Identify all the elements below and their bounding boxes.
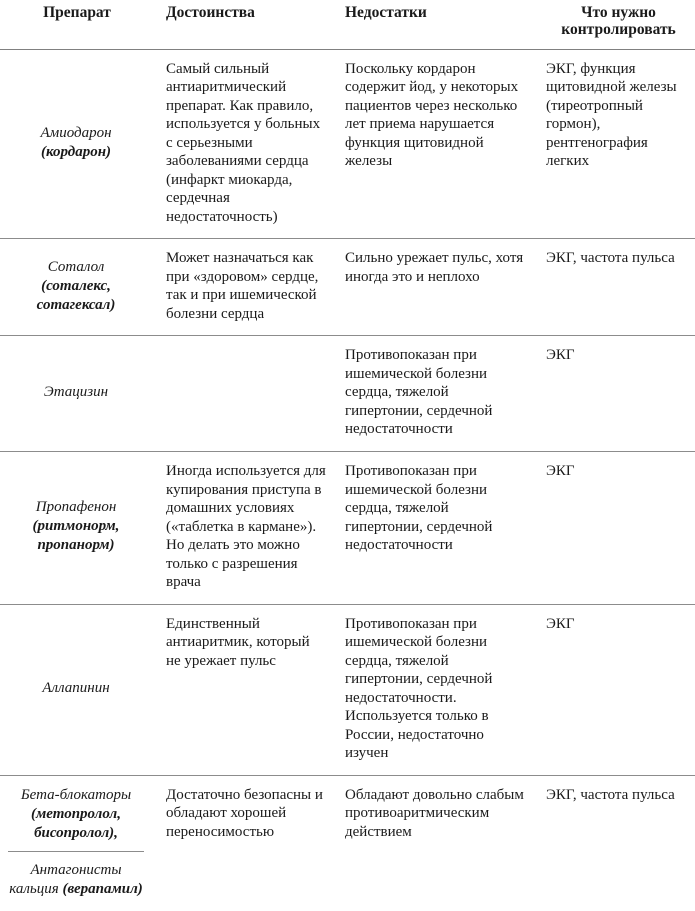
cell-cons: Противопоказан при ишемической болезни сердца, тяжелой гипертонии, сердечной недостаточности — [340, 336, 540, 452]
cell-pros: Самый сильный антиаритмический препарат. Как правило, используется у больных с серьезными заболеваниями сердца (инфаркт миокарда, сердечная недостаточность) — [152, 49, 340, 239]
cell-pros — [152, 336, 340, 452]
cell-monitor: ЭКГ — [540, 604, 695, 775]
cell-drug-name — [0, 49, 152, 239]
drug-name: Амиодарон — [40, 125, 112, 142]
cell-cons: Противопоказан при ишемической болезни сердца, тяжелой гипертонии, сердечной недостаточности. Используется только в России, недостаточно изучен — [340, 604, 540, 775]
drug-group-divider — [8, 851, 144, 852]
table-row — [0, 604, 695, 775]
cell-monitor: ЭКГ — [540, 336, 695, 452]
column-header-monitor — [540, 0, 695, 49]
cell-cons: Поскольку кордарон содержит йод, у некоторых пациентов через несколько лет приема нарушается функция щитовидной железы — [340, 49, 540, 239]
table-row — [0, 239, 695, 336]
drug-name: Бета-блокаторы — [20, 786, 132, 803]
cell-drug-name — [0, 239, 152, 336]
drug-group-top — [6, 786, 146, 843]
drug-alias: (кордарон) — [40, 144, 112, 161]
cell-pros: Достаточно безопасны и обладают хорошей переносимостью — [166, 786, 323, 840]
drug-alias: (соталекс, сотагексал) — [36, 277, 116, 313]
drug-alias: (метопролол, бисопролол), — [31, 805, 121, 841]
column-header-pros: Достоинства — [152, 0, 340, 49]
cell-monitor: ЭКГ, частота пульса — [540, 239, 695, 336]
drug-group — [6, 786, 146, 899]
drug-alias: (ритмонорм, пропанорм) — [32, 518, 120, 554]
column-header-monitor-line2: контролировать — [561, 21, 676, 39]
table-row — [0, 336, 695, 452]
drug-alias: (верапамил) — [62, 881, 143, 898]
drug-name: Этацизин — [43, 384, 109, 401]
cell-monitor: ЭКГ, функция щитовидной железы (тиреотропный гормон), рентгенография легких — [540, 49, 695, 239]
cell-monitor: ЭКГ, частота пульса — [546, 786, 675, 803]
table-row — [0, 452, 695, 605]
cell-pros: Иногда используется для купирования приступа в домашних условиях («таблетка в кармане»). Но делать это можно только с разрешения врача — [152, 452, 340, 605]
cell-drug-name — [0, 604, 152, 775]
drug-name: Аллапинин — [42, 680, 110, 697]
table-row — [0, 49, 695, 239]
cell-pros: Единственный антиаритмик, который не урежает пульс — [152, 604, 340, 775]
drug-name: Пропафенон — [35, 499, 117, 516]
cell-cons: Противопоказан при ишемической болезни сердца, тяжелой гипертонии, сердечной недостаточности — [340, 452, 540, 605]
column-header-drug: Препарат — [0, 0, 152, 49]
column-header-cons: Недостатки — [340, 0, 540, 49]
table-body — [0, 49, 695, 911]
cell-drug-name — [0, 452, 152, 605]
column-header-monitor-line1: Что нужно — [581, 4, 656, 21]
drug-name: Антагонисты кальция — [9, 862, 122, 898]
table-header — [0, 0, 695, 49]
cell-drug-name — [0, 336, 152, 452]
drug-name: Соталол — [47, 259, 105, 276]
cell-pros: Может назначаться как при «здоровом» сердце, так и при ишемической болезни сердца — [152, 239, 340, 336]
cell-cons: Обладают довольно слабым противоаритмическим действием — [345, 786, 524, 840]
drug-group-bottom — [6, 861, 146, 899]
cell-cons: Сильно урежает пульс, хотя иногда это и неплохо — [340, 239, 540, 336]
cell-monitor: ЭКГ — [540, 452, 695, 605]
